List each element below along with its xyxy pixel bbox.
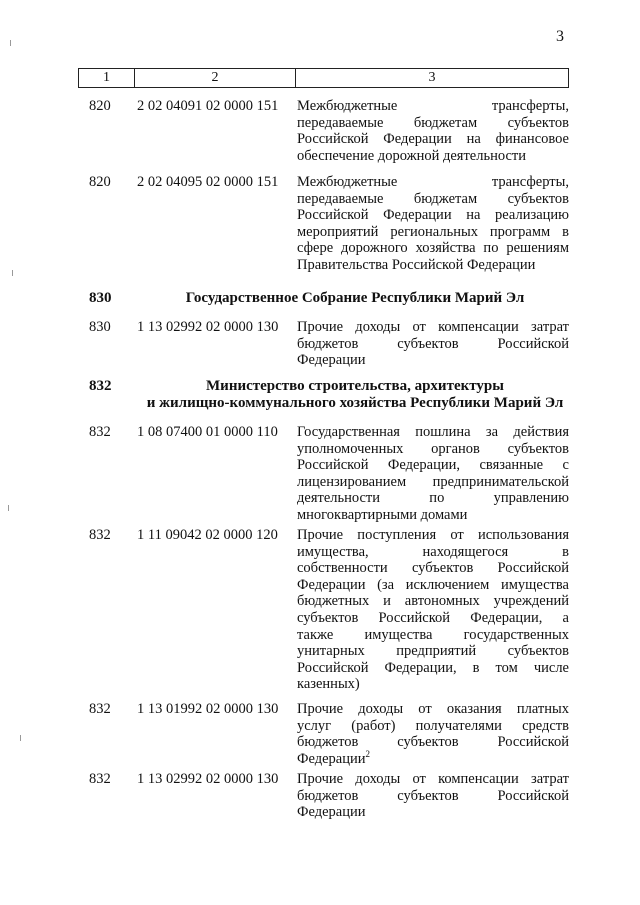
row-kbk: 1 11 09042 02 0000 120 xyxy=(137,527,278,543)
row-kbk: 1 08 07400 01 0000 110 xyxy=(137,424,278,440)
row-code: 832 xyxy=(89,527,111,543)
description-line: услуг (работ) получателями средств xyxy=(297,717,569,734)
description-line: бюджетов субъектов Российской xyxy=(297,787,569,804)
description-line: уполномоченных органов субъектов xyxy=(297,440,569,457)
description-line: лицензированием предпринимательской xyxy=(297,473,569,490)
description-line: бюджетов субъектов Российской xyxy=(297,335,569,352)
row-description xyxy=(297,424,569,524)
description-line: бюджетов субъектов Российской xyxy=(297,734,569,751)
row-code: 832 xyxy=(89,701,111,717)
description-line: также имущества государственных xyxy=(297,626,569,643)
description-line: Межбюджетные трансферты, xyxy=(297,98,569,114)
description-line: мероприятий региональных программ в xyxy=(297,223,569,240)
description-line: Российской Федерации на финансовое xyxy=(297,131,569,148)
description-line: субъектов Российской Федерации, а xyxy=(297,609,569,626)
description-line: Федерации xyxy=(297,352,366,369)
description-line: Федерации xyxy=(297,804,366,821)
description-line: многоквартирными домами xyxy=(297,506,468,523)
section-code: 832 xyxy=(89,378,112,394)
section-title xyxy=(140,378,570,412)
section-title-line: Государственное Собрание Республики Марий Эл xyxy=(185,290,525,306)
row-description xyxy=(297,98,569,164)
description-line: Прочие доходы от оказания платных xyxy=(297,701,569,717)
description-line: собственности субъектов Российской xyxy=(297,560,569,577)
description-line: Российской Федерации, связанные с xyxy=(297,457,569,474)
description-line: имущества, находящегося в xyxy=(297,543,569,560)
row-code: 820 xyxy=(89,98,111,114)
description-line: казенных) xyxy=(297,676,360,693)
scan-mark xyxy=(12,270,13,276)
row-code: 820 xyxy=(89,174,111,190)
table-header xyxy=(78,68,569,88)
description-line: Прочие поступления от использования xyxy=(297,527,569,543)
row-code: 830 xyxy=(89,319,111,335)
header-col-1: 1 xyxy=(79,69,135,88)
description-line: Прочие доходы от компенсации затрат xyxy=(297,771,569,787)
description-line: Прочие доходы от компенсации затрат xyxy=(297,319,569,335)
section-title-line: Министерство строительства, архитектуры xyxy=(206,378,504,394)
description-line: Правительства Российской Федерации xyxy=(297,256,536,273)
row-description xyxy=(297,174,569,274)
row-code: 832 xyxy=(89,424,111,440)
row-description xyxy=(297,527,569,693)
scan-mark xyxy=(20,735,21,741)
header-col-3: 3 xyxy=(296,69,569,88)
scan-mark xyxy=(8,505,9,511)
row-code: 832 xyxy=(89,771,111,787)
description-line: Межбюджетные трансферты, xyxy=(297,174,569,190)
row-description xyxy=(297,701,569,767)
row-kbk: 1 13 01992 02 0000 130 xyxy=(137,701,279,717)
description-line: деятельности по управлению xyxy=(297,490,569,507)
description-line: Российской Федерации, в том числе xyxy=(297,659,569,676)
description-line xyxy=(297,748,569,768)
description-line: унитарных предприятий субъектов xyxy=(297,643,569,660)
page-number: 3 xyxy=(556,28,564,45)
footnote-marker: 2 xyxy=(365,748,370,759)
row-kbk: 1 13 02992 02 0000 130 xyxy=(137,319,279,335)
section-title xyxy=(140,290,570,307)
header-col-2: 2 xyxy=(135,69,296,88)
row-description xyxy=(297,771,569,821)
description-text: Федерации xyxy=(297,750,366,767)
row-description xyxy=(297,319,569,369)
description-line: обеспечение дорожной деятельности xyxy=(297,147,526,164)
description-line: бюджетных и автономных учреждений xyxy=(297,593,569,610)
description-line: передаваемые бюджетам субъектов xyxy=(297,114,569,131)
description-line: сфере дорожного хозяйства по решениям xyxy=(297,240,569,257)
row-kbk: 2 02 04095 02 0000 151 xyxy=(137,174,279,190)
section-title-line: и жилищно-коммунального хозяйства Республики Марий Эл xyxy=(146,395,564,411)
description-line: Российской Федерации на реализацию xyxy=(297,207,569,224)
description-line: передаваемые бюджетам субъектов xyxy=(297,190,569,207)
description-line: Федерации (за исключением имущества xyxy=(297,576,569,593)
scan-mark xyxy=(10,40,11,46)
row-kbk: 2 02 04091 02 0000 151 xyxy=(137,98,279,114)
description-line: Государственная пошлина за действия xyxy=(297,424,569,440)
row-kbk: 1 13 02992 02 0000 130 xyxy=(137,771,279,787)
section-code: 830 xyxy=(89,290,112,306)
